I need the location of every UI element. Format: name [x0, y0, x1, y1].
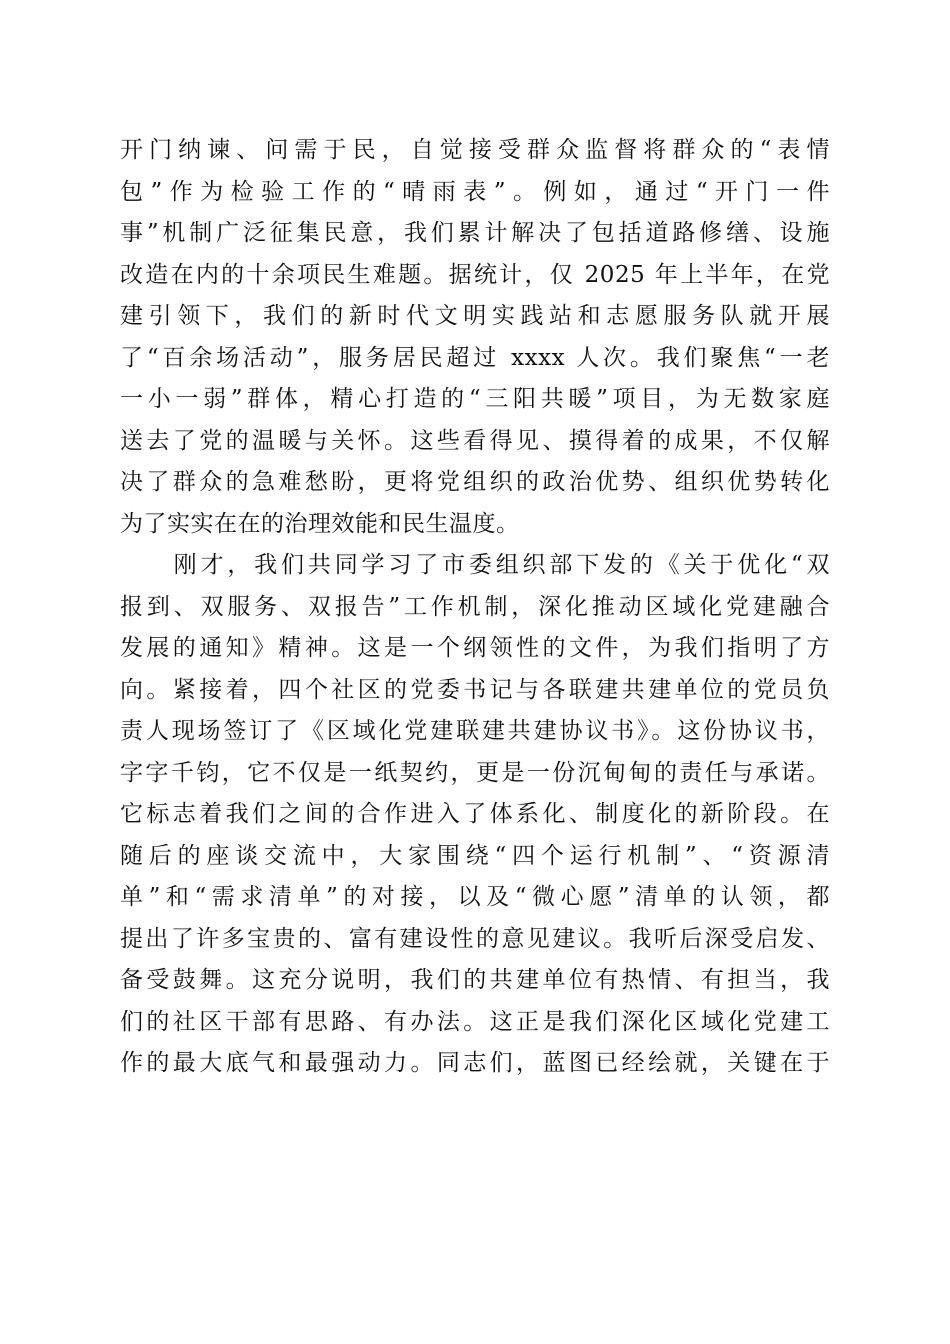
text-line: 向。紧接着，四个社区的党委书记与各联建共建单位的党员负 — [120, 676, 830, 703]
text-line: 备受鼓舞。这充分说明，我们的共建单位有热情、有担当，我 — [120, 967, 830, 993]
text-line: 决了群众的急难愁盼，更将党组织的政治优势、组织优势转化 — [120, 469, 830, 495]
body-text — [120, 130, 830, 1085]
text-line: 作的最大底气和最强动力。同志们，蓝图已经绘就，关键在于 — [120, 1050, 830, 1076]
text-line: 随后的座谈交流中，大家围绕“四个运行机制”、“资源清 — [120, 842, 830, 869]
text-line: 一小一弱”群体，精心打造的“三阳共暖”项目，为无数家庭 — [120, 386, 830, 412]
text-line: 了“百余场活动”，服务居民超过 xxxx 人次。我们聚焦“一老 — [120, 344, 830, 371]
text-line: 开门纳谏、问需于民，自觉接受群众监督将群众的“表情 — [120, 137, 830, 163]
text-line: 责人现场签订了《区域化党建联建共建协议书》。这份协议书， — [120, 718, 830, 744]
text-line: 报到、双服务、双报告”工作机制，深化推动区域化党建融合 — [120, 593, 830, 620]
text-line: 建引领下，我们的新时代文明实践站和志愿服务队就开展 — [120, 303, 830, 329]
text-line: 包”作为检验工作的“晴雨表”。例如，通过“开门一件 — [120, 178, 830, 205]
text-line: 改造在内的十余项民生难题。据统计，仅 2025 年上半年，在党 — [120, 261, 830, 288]
paragraph-2 — [120, 545, 830, 1085]
text-line: 发展的通知》精神。这是一个纲领性的文件，为我们指明了方 — [120, 635, 830, 661]
text-line: 事”机制广泛征集民意，我们累计解决了包括道路修缮、设施 — [120, 220, 830, 246]
text-line: 为了实实在在的治理效能和民生温度。 — [120, 510, 520, 537]
text-line: 们的社区干部有思路、有办法。这正是我们深化区域化党建工 — [120, 1008, 830, 1035]
text-line: 它标志着我们之间的合作进入了体系化、制度化的新阶段。在 — [120, 801, 830, 827]
text-line: 提出了许多宝贵的、富有建设性的意见建议。我听后深受启发、 — [120, 925, 830, 952]
text-line: 单”和“需求清单”的对接，以及“微心愿”清单的认领，都 — [120, 884, 830, 910]
paragraph-1 — [120, 130, 830, 545]
text-line: 刚才，我们共同学习了市委组织部下发的《关于优化“双 — [120, 552, 830, 578]
text-line: 送去了党的温暖与关怀。这些看得见、摸得着的成果，不仅解 — [120, 427, 830, 454]
text-line: 字字千钧，它不仅是一纸契约，更是一份沉甸甸的责任与承诺。 — [120, 759, 830, 786]
